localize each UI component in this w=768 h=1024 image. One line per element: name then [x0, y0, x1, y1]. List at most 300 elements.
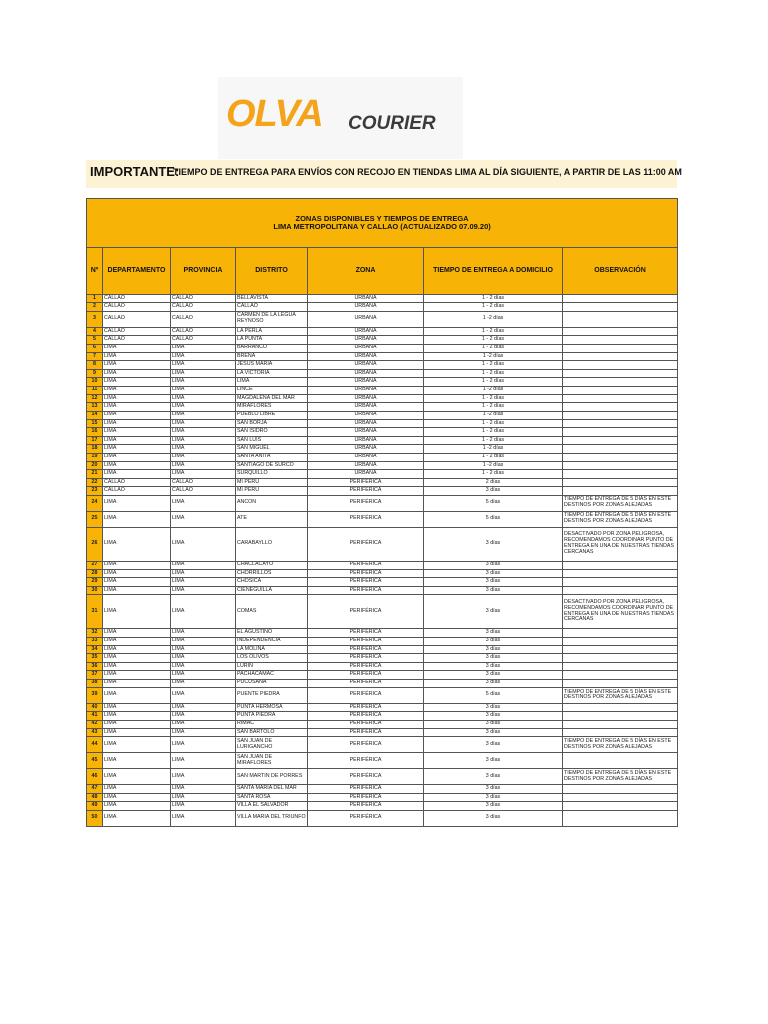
cell-departamento: LIMA: [103, 445, 171, 453]
cell-zona: URBANA: [308, 369, 424, 377]
cell-distrito: LA VICTORIA: [236, 369, 308, 377]
header-tiempo: TIEMPO DE ENTREGA A DOMICILIO: [424, 248, 563, 295]
olva-courier-logo: [218, 77, 463, 159]
cell-zona: PERIFÉRICA: [308, 802, 424, 810]
cell-tiempo: 5 días: [424, 495, 563, 511]
cell-distrito: CHORRILLOS: [236, 569, 308, 577]
cell-observacion: TIEMPO DE ENTREGA DE 5 DÍAS EN ESTE DESTINOS POR ZONAS ALEJADAS: [563, 511, 678, 527]
cell-departamento: LIMA: [103, 511, 171, 527]
table-row: [87, 487, 678, 495]
cell-observacion: [563, 793, 678, 801]
cell-num: 8: [87, 361, 103, 369]
cell-departamento: LIMA: [103, 527, 171, 561]
importante-banner: [86, 160, 682, 188]
table-title-line2: LIMA METROPOLITANA Y CALLAO (ACTUALIZADO 07.09.20): [273, 222, 491, 231]
table-row: [87, 478, 678, 486]
cell-provincia: CALLAO: [171, 336, 236, 344]
cell-tiempo: 1 - 2 días: [424, 453, 563, 461]
cell-departamento: LIMA: [103, 436, 171, 444]
cell-provincia: LIMA: [171, 561, 236, 569]
cell-tiempo: 3 días: [424, 679, 563, 687]
cell-provincia: LIMA: [171, 720, 236, 728]
cell-provincia: LIMA: [171, 420, 236, 428]
cell-departamento: CALLAO: [103, 311, 171, 327]
cell-departamento: LIMA: [103, 369, 171, 377]
cell-num: 33: [87, 637, 103, 645]
cell-zona: PERIFÉRICA: [308, 487, 424, 495]
cell-observacion: [563, 578, 678, 586]
cell-distrito: BELLAVISTA: [236, 295, 308, 303]
cell-departamento: LIMA: [103, 720, 171, 728]
cell-observacion: [563, 802, 678, 810]
cell-provincia: LIMA: [171, 679, 236, 687]
cell-distrito: LURIN: [236, 662, 308, 670]
cell-distrito: PUENTE PIEDRA: [236, 687, 308, 703]
cell-zona: PERIFÉRICA: [308, 495, 424, 511]
cell-provincia: CALLAO: [171, 487, 236, 495]
cell-observacion: [563, 352, 678, 360]
cell-zona: URBANA: [308, 470, 424, 478]
header-zona: ZONA: [308, 248, 424, 295]
cell-zona: PERIFÉRICA: [308, 729, 424, 737]
cell-num: 50: [87, 810, 103, 826]
cell-distrito: INDEPENDENCIA: [236, 637, 308, 645]
cell-zona: PERIFÉRICA: [308, 753, 424, 769]
cell-provincia: LIMA: [171, 428, 236, 436]
cell-distrito: MI PERÚ: [236, 487, 308, 495]
cell-distrito: MIRAFLORES: [236, 403, 308, 411]
cell-observacion: [563, 378, 678, 386]
cell-num: 43: [87, 729, 103, 737]
cell-observacion: [563, 303, 678, 311]
cell-distrito: SAN JUAN DE MIRAFLORES: [236, 753, 308, 769]
cell-distrito: PACHACAMAC: [236, 671, 308, 679]
cell-num: 38: [87, 679, 103, 687]
cell-distrito: SANTIAGO DE SURCO: [236, 462, 308, 470]
cell-distrito: SANTA ANITA: [236, 453, 308, 461]
cell-provincia: LIMA: [171, 436, 236, 444]
cell-observacion: [563, 344, 678, 352]
cell-tiempo: 3 días: [424, 810, 563, 826]
cell-observacion: [563, 720, 678, 728]
cell-tiempo: 1 - 2 días: [424, 295, 563, 303]
table-row: [87, 629, 678, 637]
zones-table-container: [86, 198, 677, 827]
cell-provincia: LIMA: [171, 394, 236, 402]
cell-zona: URBANA: [308, 394, 424, 402]
cell-departamento: CALLAO: [103, 327, 171, 335]
cell-observacion: [563, 487, 678, 495]
cell-num: 15: [87, 420, 103, 428]
cell-distrito: LA PUNTA: [236, 336, 308, 344]
cell-tiempo: 1 - 2 días: [424, 470, 563, 478]
cell-tiempo: 3 días: [424, 527, 563, 561]
cell-num: 44: [87, 737, 103, 753]
cell-zona: PERIFÉRICA: [308, 703, 424, 711]
cell-zona: URBANA: [308, 378, 424, 386]
table-row: [87, 428, 678, 436]
table-row: [87, 344, 678, 352]
header-distrito: DISTRITO: [236, 248, 308, 295]
cell-departamento: CALLAO: [103, 295, 171, 303]
cell-num: 25: [87, 511, 103, 527]
cell-num: 40: [87, 703, 103, 711]
cell-distrito: ATE: [236, 511, 308, 527]
cell-tiempo: 1 - 2 días: [424, 361, 563, 369]
table-row: [87, 729, 678, 737]
table-row: [87, 303, 678, 311]
cell-observacion: [563, 671, 678, 679]
cell-num: 29: [87, 578, 103, 586]
table-row: [87, 654, 678, 662]
table-row: [87, 527, 678, 561]
cell-zona: URBANA: [308, 386, 424, 394]
cell-distrito: JESUS MARIA: [236, 361, 308, 369]
cell-provincia: LIMA: [171, 495, 236, 511]
cell-departamento: LIMA: [103, 729, 171, 737]
cell-departamento: LIMA: [103, 654, 171, 662]
cell-zona: PERIFÉRICA: [308, 810, 424, 826]
cell-provincia: LIMA: [171, 369, 236, 377]
cell-num: 28: [87, 569, 103, 577]
cell-observacion: [563, 428, 678, 436]
header-departamento: DEPARTAMENTO: [103, 248, 171, 295]
cell-num: 4: [87, 327, 103, 335]
cell-distrito: SANTA MARIA DEL MAR: [236, 785, 308, 793]
cell-zona: URBANA: [308, 344, 424, 352]
cell-tiempo: 3 días: [424, 802, 563, 810]
cell-departamento: LIMA: [103, 569, 171, 577]
cell-provincia: LIMA: [171, 411, 236, 419]
table-row: [87, 311, 678, 327]
cell-distrito: CHACLACAYO: [236, 561, 308, 569]
cell-departamento: LIMA: [103, 470, 171, 478]
cell-provincia: LIMA: [171, 445, 236, 453]
cell-tiempo: 1 -2 días: [424, 462, 563, 470]
cell-observacion: [563, 394, 678, 402]
cell-provincia: LIMA: [171, 569, 236, 577]
cell-provincia: LIMA: [171, 703, 236, 711]
table-row: [87, 785, 678, 793]
cell-departamento: LIMA: [103, 712, 171, 720]
cell-zona: PERIFÉRICA: [308, 527, 424, 561]
cell-tiempo: 3 días: [424, 487, 563, 495]
cell-tiempo: 3 días: [424, 671, 563, 679]
cell-departamento: LIMA: [103, 662, 171, 670]
cell-tiempo: 1 -2 días: [424, 311, 563, 327]
cell-tiempo: 3 días: [424, 629, 563, 637]
cell-departamento: LIMA: [103, 687, 171, 703]
cell-provincia: LIMA: [171, 712, 236, 720]
cell-observacion: [563, 336, 678, 344]
cell-distrito: LINCE: [236, 386, 308, 394]
table-row: [87, 462, 678, 470]
cell-num: 47: [87, 785, 103, 793]
header-provincia: PROVINCIA: [171, 248, 236, 295]
cell-num: 5: [87, 336, 103, 344]
cell-zona: URBANA: [308, 428, 424, 436]
cell-distrito: PUCUSANA: [236, 679, 308, 687]
cell-num: 46: [87, 769, 103, 785]
cell-provincia: CALLAO: [171, 303, 236, 311]
cell-num: 23: [87, 487, 103, 495]
table-row: [87, 327, 678, 335]
cell-observacion: TIEMPO DE ENTREGA DE 5 DÍAS EN ESTE DESTINOS POR ZONAS ALEJADAS: [563, 687, 678, 703]
cell-observacion: TIEMPO DE ENTREGA DE 5 DÍAS EN ESTE DESTINOS POR ZONAS ALEJADAS: [563, 495, 678, 511]
cell-num: 26: [87, 527, 103, 561]
cell-observacion: DESACTIVADO POR ZONA PELIGROSA, RECOMENDAMOS COORDINAR PUNTO DE ENTREGA EN UNA DE NUESTRAS TIENDAS CERCANAS: [563, 595, 678, 629]
cell-distrito: LOS OLIVOS: [236, 654, 308, 662]
cell-provincia: LIMA: [171, 810, 236, 826]
cell-departamento: CALLAO: [103, 336, 171, 344]
table-row: [87, 737, 678, 753]
cell-tiempo: 3 días: [424, 793, 563, 801]
cell-zona: PERIFÉRICA: [308, 586, 424, 594]
cell-departamento: LIMA: [103, 769, 171, 785]
cell-distrito: CALLAO: [236, 303, 308, 311]
table-row: [87, 378, 678, 386]
cell-zona: PERIFÉRICA: [308, 629, 424, 637]
cell-distrito: PUNTA HERMOSA: [236, 703, 308, 711]
cell-departamento: LIMA: [103, 378, 171, 386]
cell-distrito: CARABAYLLO: [236, 527, 308, 561]
table-row: [87, 295, 678, 303]
cell-tiempo: 1 - 2 días: [424, 420, 563, 428]
cell-provincia: LIMA: [171, 470, 236, 478]
cell-provincia: CALLAO: [171, 311, 236, 327]
cell-num: 48: [87, 793, 103, 801]
cell-observacion: [563, 311, 678, 327]
cell-observacion: [563, 561, 678, 569]
table-row: [87, 445, 678, 453]
cell-departamento: LIMA: [103, 495, 171, 511]
cell-zona: PERIFÉRICA: [308, 637, 424, 645]
cell-zona: PERIFÉRICA: [308, 654, 424, 662]
cell-distrito: PUNTA PIEDRA: [236, 712, 308, 720]
table-header-row: [87, 248, 678, 295]
table-row: [87, 671, 678, 679]
table-row: [87, 753, 678, 769]
cell-departamento: LIMA: [103, 793, 171, 801]
cell-tiempo: 5 días: [424, 511, 563, 527]
cell-zona: PERIFÉRICA: [308, 737, 424, 753]
cell-tiempo: 1 - 2 días: [424, 369, 563, 377]
cell-observacion: [563, 470, 678, 478]
cell-provincia: LIMA: [171, 403, 236, 411]
table-title-line1: ZONAS DISPONIBLES Y TIEMPOS DE ENTREGA: [295, 213, 469, 223]
cell-num: 2: [87, 303, 103, 311]
cell-zona: PERIFÉRICA: [308, 769, 424, 785]
cell-observacion: [563, 637, 678, 645]
cell-zona: URBANA: [308, 336, 424, 344]
cell-departamento: LIMA: [103, 352, 171, 360]
cell-zona: PERIFÉRICA: [308, 793, 424, 801]
logo-sub-text: COURIER: [348, 113, 436, 134]
cell-provincia: LIMA: [171, 352, 236, 360]
cell-provincia: LIMA: [171, 453, 236, 461]
cell-departamento: LIMA: [103, 810, 171, 826]
cell-provincia: LIMA: [171, 578, 236, 586]
cell-distrito: PUEBLO LIBRE: [236, 411, 308, 419]
cell-tiempo: 3 días: [424, 586, 563, 594]
cell-departamento: LIMA: [103, 595, 171, 629]
cell-tiempo: 1 - 2 días: [424, 394, 563, 402]
cell-num: 39: [87, 687, 103, 703]
cell-zona: PERIFÉRICA: [308, 671, 424, 679]
cell-departamento: LIMA: [103, 629, 171, 637]
cell-observacion: [563, 703, 678, 711]
cell-provincia: LIMA: [171, 386, 236, 394]
cell-tiempo: 3 días: [424, 712, 563, 720]
cell-tiempo: 1 - 2 días: [424, 327, 563, 335]
cell-tiempo: 3 días: [424, 729, 563, 737]
cell-provincia: LIMA: [171, 662, 236, 670]
cell-observacion: [563, 478, 678, 486]
cell-observacion: DESACTIVADO POR ZONA PELIGROSA, RECOMENDAMOS COORDINAR PUNTO DE ENTREGA EN UNA DE NUESTRAS TIENDAS CERCANAS: [563, 527, 678, 561]
cell-provincia: LIMA: [171, 654, 236, 662]
cell-distrito: CHOSICA: [236, 578, 308, 586]
cell-observacion: [563, 810, 678, 826]
cell-observacion: [563, 445, 678, 453]
cell-distrito: LA MOLINA: [236, 645, 308, 653]
cell-zona: PERIFÉRICA: [308, 561, 424, 569]
cell-zona: PERIFÉRICA: [308, 679, 424, 687]
cell-departamento: LIMA: [103, 671, 171, 679]
cell-provincia: LIMA: [171, 737, 236, 753]
cell-distrito: SAN BARTOLO: [236, 729, 308, 737]
cell-tiempo: 3 días: [424, 645, 563, 653]
cell-provincia: LIMA: [171, 511, 236, 527]
cell-provincia: LIMA: [171, 595, 236, 629]
cell-observacion: [563, 403, 678, 411]
cell-departamento: LIMA: [103, 420, 171, 428]
cell-num: 42: [87, 720, 103, 728]
cell-num: 14: [87, 411, 103, 419]
cell-departamento: LIMA: [103, 586, 171, 594]
cell-observacion: [563, 586, 678, 594]
cell-distrito: LIMA: [236, 378, 308, 386]
cell-departamento: LIMA: [103, 428, 171, 436]
table-row: [87, 361, 678, 369]
cell-num: 10: [87, 378, 103, 386]
cell-provincia: LIMA: [171, 687, 236, 703]
cell-provincia: LIMA: [171, 361, 236, 369]
cell-zona: PERIFÉRICA: [308, 785, 424, 793]
cell-tiempo: 2 días: [424, 478, 563, 486]
cell-departamento: LIMA: [103, 453, 171, 461]
cell-distrito: LA PERLA: [236, 327, 308, 335]
cell-departamento: LIMA: [103, 578, 171, 586]
cell-zona: URBANA: [308, 403, 424, 411]
cell-provincia: LIMA: [171, 793, 236, 801]
table-row: [87, 662, 678, 670]
table-row: [87, 436, 678, 444]
cell-provincia: CALLAO: [171, 478, 236, 486]
table-row: [87, 403, 678, 411]
cell-zona: URBANA: [308, 311, 424, 327]
cell-zona: URBANA: [308, 436, 424, 444]
table-row: [87, 411, 678, 419]
cell-distrito: SAN MARTIN DE PORRES: [236, 769, 308, 785]
cell-distrito: SAN LUIS: [236, 436, 308, 444]
cell-observacion: [563, 295, 678, 303]
cell-departamento: LIMA: [103, 462, 171, 470]
cell-departamento: LIMA: [103, 386, 171, 394]
table-row: [87, 586, 678, 594]
cell-distrito: SAN JUAN DE LURIGANCHO: [236, 737, 308, 753]
cell-provincia: LIMA: [171, 378, 236, 386]
cell-tiempo: 1 - 2 días: [424, 303, 563, 311]
cell-num: 24: [87, 495, 103, 511]
cell-zona: PERIFÉRICA: [308, 662, 424, 670]
table-row: [87, 336, 678, 344]
cell-num: 49: [87, 802, 103, 810]
table-body: [87, 295, 678, 827]
cell-departamento: CALLAO: [103, 303, 171, 311]
cell-num: 19: [87, 453, 103, 461]
cell-num: 12: [87, 394, 103, 402]
table-row: [87, 495, 678, 511]
cell-num: 13: [87, 403, 103, 411]
cell-distrito: ANCON: [236, 495, 308, 511]
table-row: [87, 645, 678, 653]
cell-observacion: TIEMPO DE ENTREGA DE 5 DÍAS EN ESTE DESTINOS POR ZONAS ALEJADAS: [563, 769, 678, 785]
cell-num: 45: [87, 753, 103, 769]
table-row: [87, 769, 678, 785]
cell-observacion: [563, 753, 678, 769]
cell-num: 31: [87, 595, 103, 629]
cell-observacion: [563, 462, 678, 470]
cell-observacion: [563, 327, 678, 335]
cell-observacion: [563, 453, 678, 461]
cell-tiempo: 1 - 2 días: [424, 344, 563, 352]
cell-tiempo: 1 -2 días: [424, 386, 563, 394]
table-row: [87, 687, 678, 703]
cell-provincia: LIMA: [171, 637, 236, 645]
cell-zona: PERIFÉRICA: [308, 478, 424, 486]
cell-zona: PERIFÉRICA: [308, 595, 424, 629]
cell-num: 11: [87, 386, 103, 394]
cell-provincia: LIMA: [171, 586, 236, 594]
cell-tiempo: 3 días: [424, 637, 563, 645]
cell-num: 6: [87, 344, 103, 352]
cell-tiempo: 3 días: [424, 753, 563, 769]
table-row: [87, 453, 678, 461]
cell-num: 36: [87, 662, 103, 670]
cell-departamento: CALLAO: [103, 478, 171, 486]
cell-tiempo: 3 días: [424, 578, 563, 586]
cell-provincia: LIMA: [171, 462, 236, 470]
cell-provincia: LIMA: [171, 527, 236, 561]
cell-distrito: RIMAC: [236, 720, 308, 728]
cell-zona: URBANA: [308, 327, 424, 335]
cell-zona: URBANA: [308, 453, 424, 461]
table-row: [87, 802, 678, 810]
cell-zona: URBANA: [308, 352, 424, 360]
cell-distrito: SURQUILLO: [236, 470, 308, 478]
table-row: [87, 352, 678, 360]
logo-brand-text: OLVA: [226, 93, 323, 135]
cell-num: 17: [87, 436, 103, 444]
header-observacion: OBSERVACIÓN: [563, 248, 678, 295]
cell-num: 3: [87, 311, 103, 327]
cell-provincia: LIMA: [171, 645, 236, 653]
banner-text: TIEMPO DE ENTREGA PARA ENVÍOS CON RECOJO EN TIENDAS LIMA AL DÍA SIGUIENTE, A PARTIR DE LAS 11:00 AM: [173, 167, 682, 177]
table-row: [87, 470, 678, 478]
cell-observacion: [563, 629, 678, 637]
cell-zona: PERIFÉRICA: [308, 511, 424, 527]
table-row: [87, 793, 678, 801]
